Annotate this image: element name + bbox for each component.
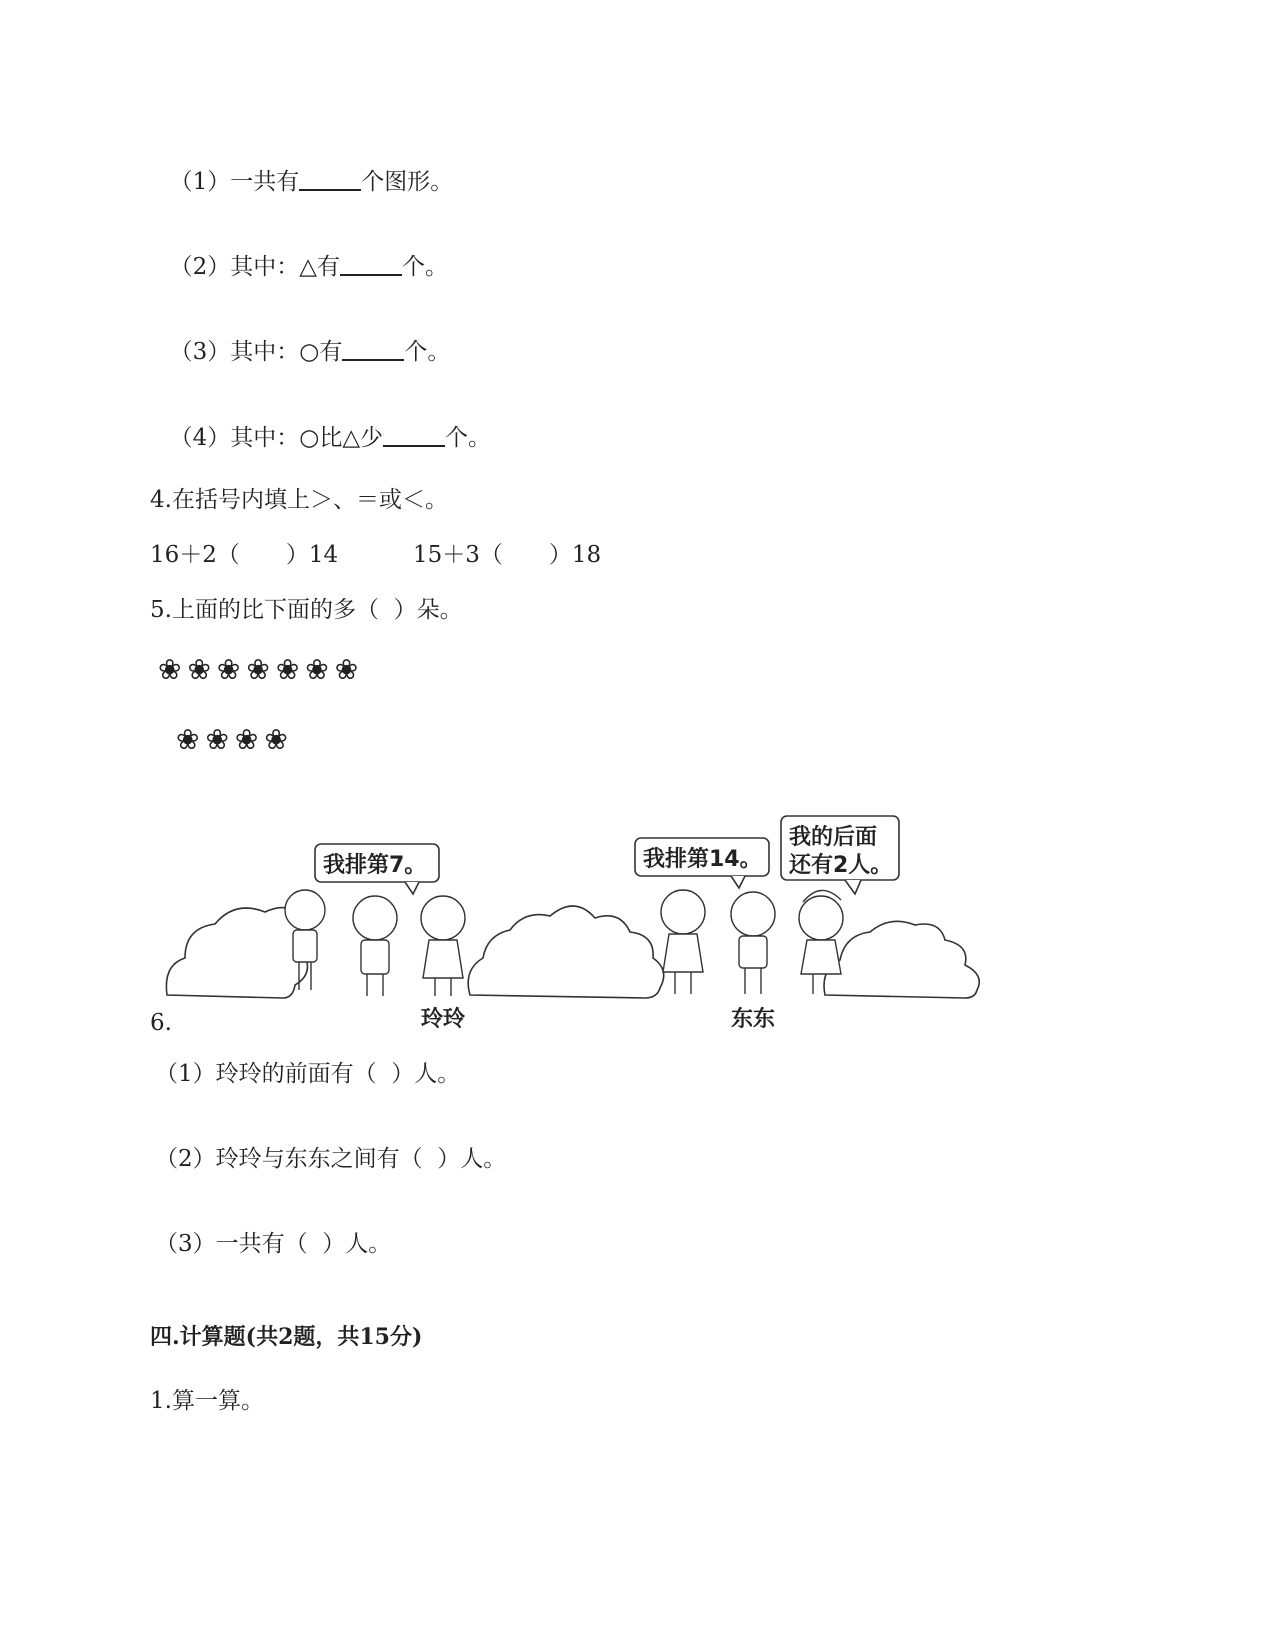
- q4-expr-1: 16＋2（ ）14: [150, 542, 339, 568]
- q6-number: 6.: [150, 1010, 172, 1036]
- q3-item-3-suffix: 个。: [404, 339, 451, 365]
- answer-blank[interactable]: [340, 256, 402, 276]
- child-2: [353, 896, 397, 996]
- section4-q1: 1.算一算。: [150, 1388, 264, 1414]
- child-dongdong: [731, 892, 775, 994]
- q3-item-4: [155, 404, 491, 450]
- child-lingling: [421, 896, 465, 996]
- bubble-3-line-1: 我的后面: [789, 825, 878, 850]
- q3-item-2-text: （2）其中：△有: [169, 254, 340, 280]
- answer-blank[interactable]: [383, 427, 445, 447]
- bush-middle: [468, 906, 664, 998]
- q6-item-2: （2）玲玲与东东之间有（ ）人。: [155, 1146, 507, 1172]
- queue-illustration: [165, 825, 1025, 1040]
- q3-item-2: [155, 233, 448, 279]
- section-heading: 四.计算题(共2题，共15分): [150, 1324, 423, 1350]
- q3-item-1-text: （1）一共有: [169, 169, 300, 195]
- q6-item-1: （1）玲玲的前面有（ ）人。: [155, 1061, 461, 1087]
- bubble-3-line-2: 还有2人。: [789, 853, 893, 878]
- flowers-bottom-row: ❀❀❀❀: [176, 723, 294, 756]
- q3-item-3: [155, 318, 450, 364]
- flowers-top-row: ❀❀❀❀❀❀❀: [158, 653, 365, 686]
- label-dongdong: 东东: [731, 1007, 776, 1032]
- q4-expr-2: 15＋3（ ）18: [413, 542, 602, 568]
- q3-item-2-suffix: 个。: [401, 254, 448, 280]
- q3-item-4-suffix: 个。: [445, 425, 492, 451]
- bubble-2-text: 我排第14。: [643, 847, 762, 872]
- q3-item-3-text: （3）其中：○有: [169, 339, 343, 365]
- label-lingling: 玲玲: [421, 1007, 466, 1032]
- answer-blank[interactable]: [342, 341, 404, 361]
- answer-blank[interactable]: [299, 171, 361, 191]
- q6-item-3: （3）一共有（ ）人。: [155, 1231, 392, 1257]
- q5-title: 5.上面的比下面的多（ ）朵。: [150, 597, 463, 623]
- child-4: [661, 890, 705, 994]
- q3-item-4-text: （4）其中：○比△少: [169, 425, 384, 451]
- q3-item-1-suffix: 个图形。: [361, 169, 454, 195]
- q3-item-1: [155, 148, 453, 194]
- q4-title: 4.在括号内填上＞、＝或＜。: [150, 487, 448, 513]
- bubble-1-text: 我排第7。: [323, 853, 427, 878]
- bush-right: [824, 921, 979, 998]
